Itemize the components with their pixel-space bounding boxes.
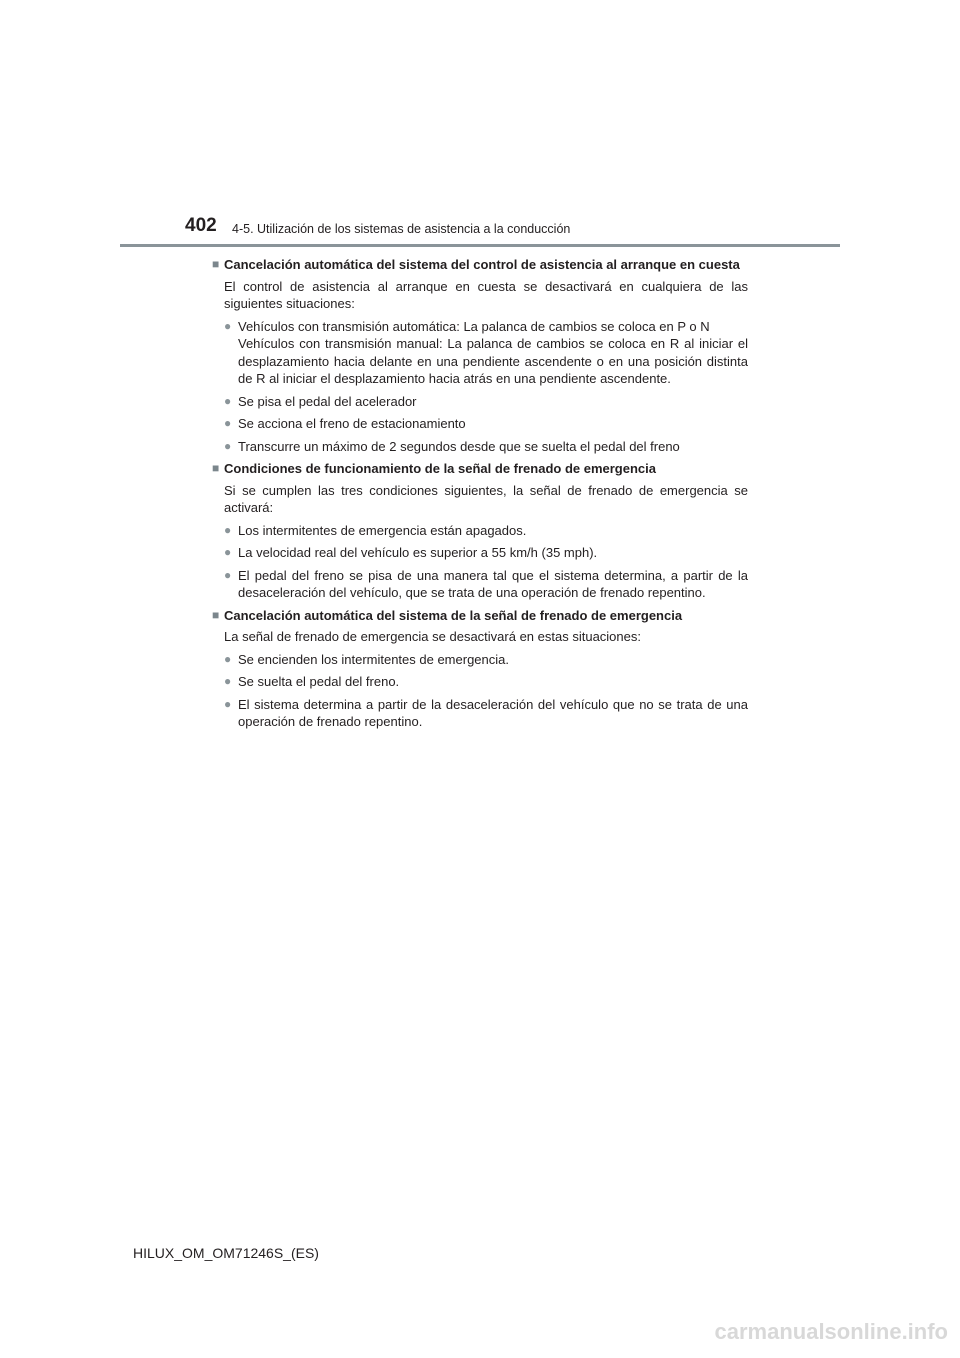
list-item: ● Se suelta el pedal del freno. bbox=[224, 674, 400, 689]
circle-bullet-icon: ● bbox=[224, 545, 232, 559]
circle-bullet-icon: ● bbox=[224, 438, 232, 453]
section-title: 4-5. Utilización de los sistemas de asistencia a la conducción bbox=[232, 222, 571, 236]
header-rule bbox=[120, 244, 840, 247]
circle-bullet-icon: ● bbox=[224, 674, 232, 688]
page-content bbox=[212, 256, 748, 731]
document-code: HILUX_OM_OM71246S_(ES) bbox=[133, 1245, 319, 1261]
circle-bullet-icon: ● bbox=[224, 567, 232, 582]
circle-bullet-icon: ● bbox=[224, 318, 232, 333]
section-heading: ■ Cancelación automática del sistema de la señal de frenado de emergencia bbox=[212, 607, 683, 623]
list-item: ● La velocidad real del vehículo es superior a 55 km/h (35 mph). bbox=[224, 545, 598, 560]
square-bullet-icon: ■ bbox=[212, 607, 220, 622]
list-item: ● Se encienden los intermitentes de emergencia. bbox=[224, 651, 509, 667]
section-heading: ■ Cancelación automática del sistema del control de asistencia al arranque en cuesta bbox=[212, 257, 740, 272]
section-intro: La señal de frenado de emergencia se desactivará en estas situaciones: bbox=[224, 629, 641, 644]
page-number: 402 bbox=[185, 215, 217, 236]
circle-bullet-icon: ● bbox=[224, 651, 232, 666]
circle-bullet-icon: ● bbox=[224, 696, 232, 711]
circle-bullet-icon: ● bbox=[224, 416, 232, 430]
list-item: ● Los intermitentes de emergencia están apagados. bbox=[224, 522, 527, 538]
section-intro: El control de asistencia al arranque en cuesta se desactivará en cualquiera de las siguientes situaciones: bbox=[224, 278, 748, 311]
list-item: ● Se pisa el pedal del acelerador bbox=[224, 393, 417, 409]
list-item: ● Transcurre un máximo de 2 segundos desde que se suelta el pedal del freno bbox=[224, 438, 680, 454]
list-item: ● Vehículos con transmisión automática: La palanca de cambios se coloca en P o N Vehículos con transmisión manual: La palanca de cambios se coloca en R al iniciar el desplazamiento hacia delante en una pendiente ascendente o en una posición distinta de R al iniciar el desplazamiento hacia atrás en una pendiente ascendente. bbox=[224, 318, 748, 386]
watermark: carmanualsonline.info bbox=[714, 1319, 948, 1344]
list-item: ● El sistema determina a partir de la desaceleración del vehículo que no se trata de una operación de frenado repentino. bbox=[224, 696, 748, 729]
square-bullet-icon: ■ bbox=[212, 461, 220, 475]
circle-bullet-icon: ● bbox=[224, 522, 232, 537]
square-bullet-icon: ■ bbox=[212, 257, 220, 271]
section-intro: Si se cumplen las tres condiciones siguientes, la señal de frenado de emergencia se activará: bbox=[224, 482, 748, 515]
list-item: ● El pedal del freno se pisa de una manera tal que el sistema determina, a partir de la desaceleración del vehículo, que se trata de una operación de frenado repentino. bbox=[224, 567, 748, 600]
list-item: ● Se acciona el freno de estacionamiento bbox=[224, 416, 466, 431]
circle-bullet-icon: ● bbox=[224, 393, 232, 408]
section-heading: ■ Condiciones de funcionamiento de la señal de frenado de emergencia bbox=[212, 461, 656, 476]
